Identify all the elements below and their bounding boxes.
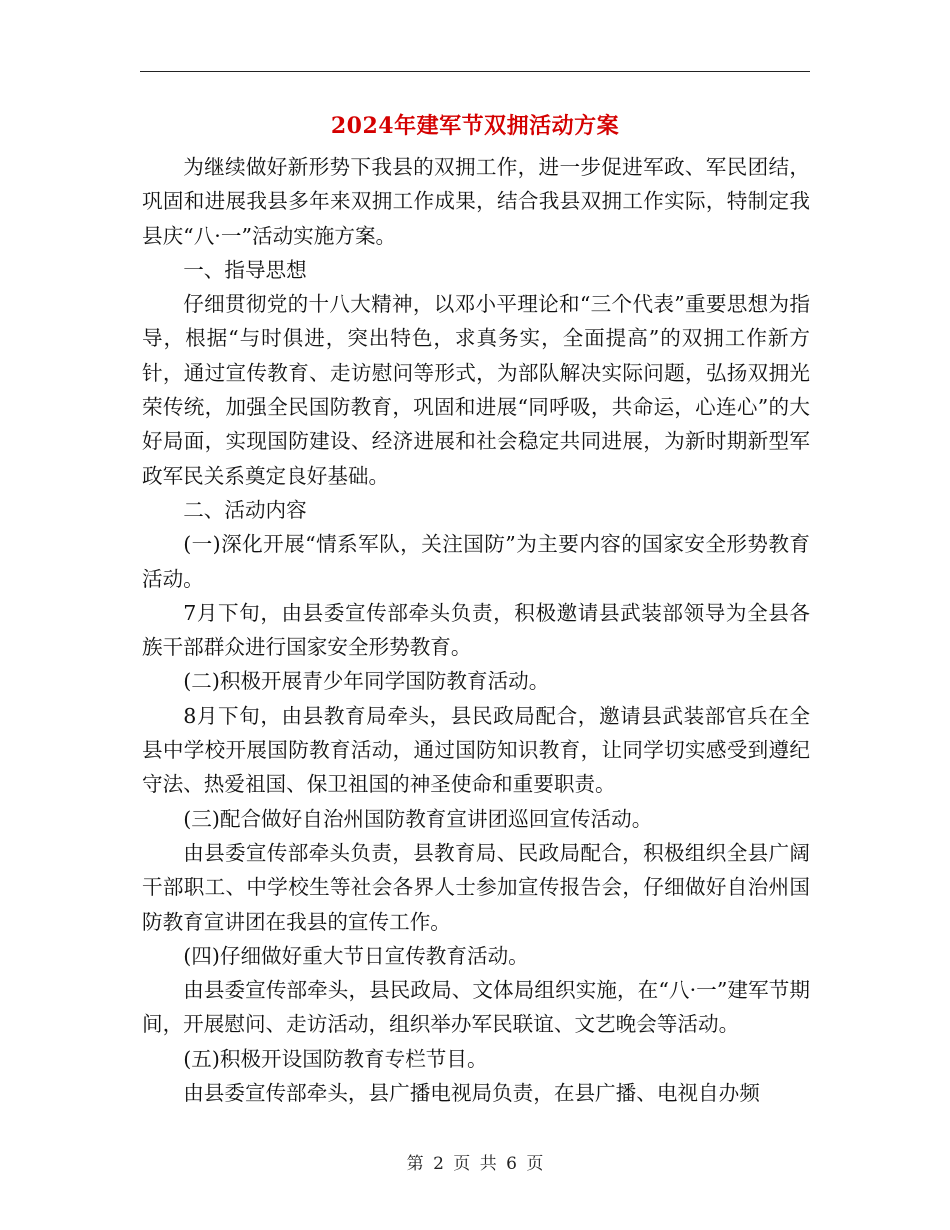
activity-item-2-heading: (二)积极开展青少年同学国防教育活动。 [183, 669, 550, 694]
intro-paragraph: 为继续做好新形势下我县的双拥工作，进一步促进军政、军民团结，巩固和进展我县多年来双拥工作成果，结合我县双拥工作实际，特制定我县庆“八·一”活动实施方案。 [142, 155, 810, 248]
activity-item-3-paragraph: 由县委宣传部牵头负责，县教育局、民政局配合，积极组织全县广阔干部职工、中学校生等社会各界人士参加宣传报告会，仔细做好自治州国防教育宣讲团在我县的宣传工作。 [142, 840, 810, 934]
guiding-ideology-paragraph: 仔细贯彻党的十八大精神，以邓小平理论和“三个代表”重要思想为指导，根据“与时俱进，突出特色，求真务实，全面提高”的双拥工作新方针，通过宣传教育、走访慰问等形式，为部队解决实际问题，弘扬双拥光荣传统，加强全民国防教育，巩固和进展“同呼吸，共命运，心连心”的大好局面，实现国防建设、经济进展和社会稳定共同进展，为新时期新型军政军民关系奠定良好基础。 [142, 292, 810, 488]
section-heading-guiding-ideology: 一、指导思想 [183, 257, 307, 282]
activity-item-2-paragraph: 8月下旬，由县教育局牵头，县民政局配合，邀请县武装部官兵在全县中学校开展国防教育活动，通过国防知识教育，让同学切实感受到遵纪守法、热爱祖国、保卫祖国的神圣使命和重要职责。 [142, 703, 810, 797]
activity-item-4-paragraph: 由县委宣传部牵头，县民政局、文体局组织实施，在“八·一”建军节期间，开展慰问、走访活动，组织举办军民联谊、文艺晚会等活动。 [142, 978, 810, 1037]
activity-item-4-heading: (四)仔细做好重大节日宣传教育活动。 [183, 943, 529, 968]
page-number-footer: 第 2 页 共 6 页 [406, 1154, 544, 1174]
activity-item-1-heading: (一)深化开展“情系军队，关注国防”为主要内容的国家安全形势教育活动。 [142, 532, 810, 591]
header-rule [140, 71, 810, 72]
activity-item-5-paragraph: 由县委宣传部牵头，县广播电视局负责，在县广播、电视自办频 [183, 1081, 760, 1106]
document-title: 2024年建军节双拥活动方案 [330, 113, 620, 139]
document-body [142, 150, 810, 1110]
activity-item-5-heading: (五)积极开设国防教育专栏节目。 [183, 1046, 488, 1071]
section-heading-activity-content: 二、活动内容 [183, 497, 307, 522]
activity-item-1-paragraph: 7月下旬，由县委宣传部牵头负责，积极邀请县武装部领导为全县各族干部群众进行国家安全形势教育。 [142, 600, 810, 660]
activity-item-3-heading: (三)配合做好自治州国防教育宣讲团巡回宣传活动。 [183, 806, 653, 831]
